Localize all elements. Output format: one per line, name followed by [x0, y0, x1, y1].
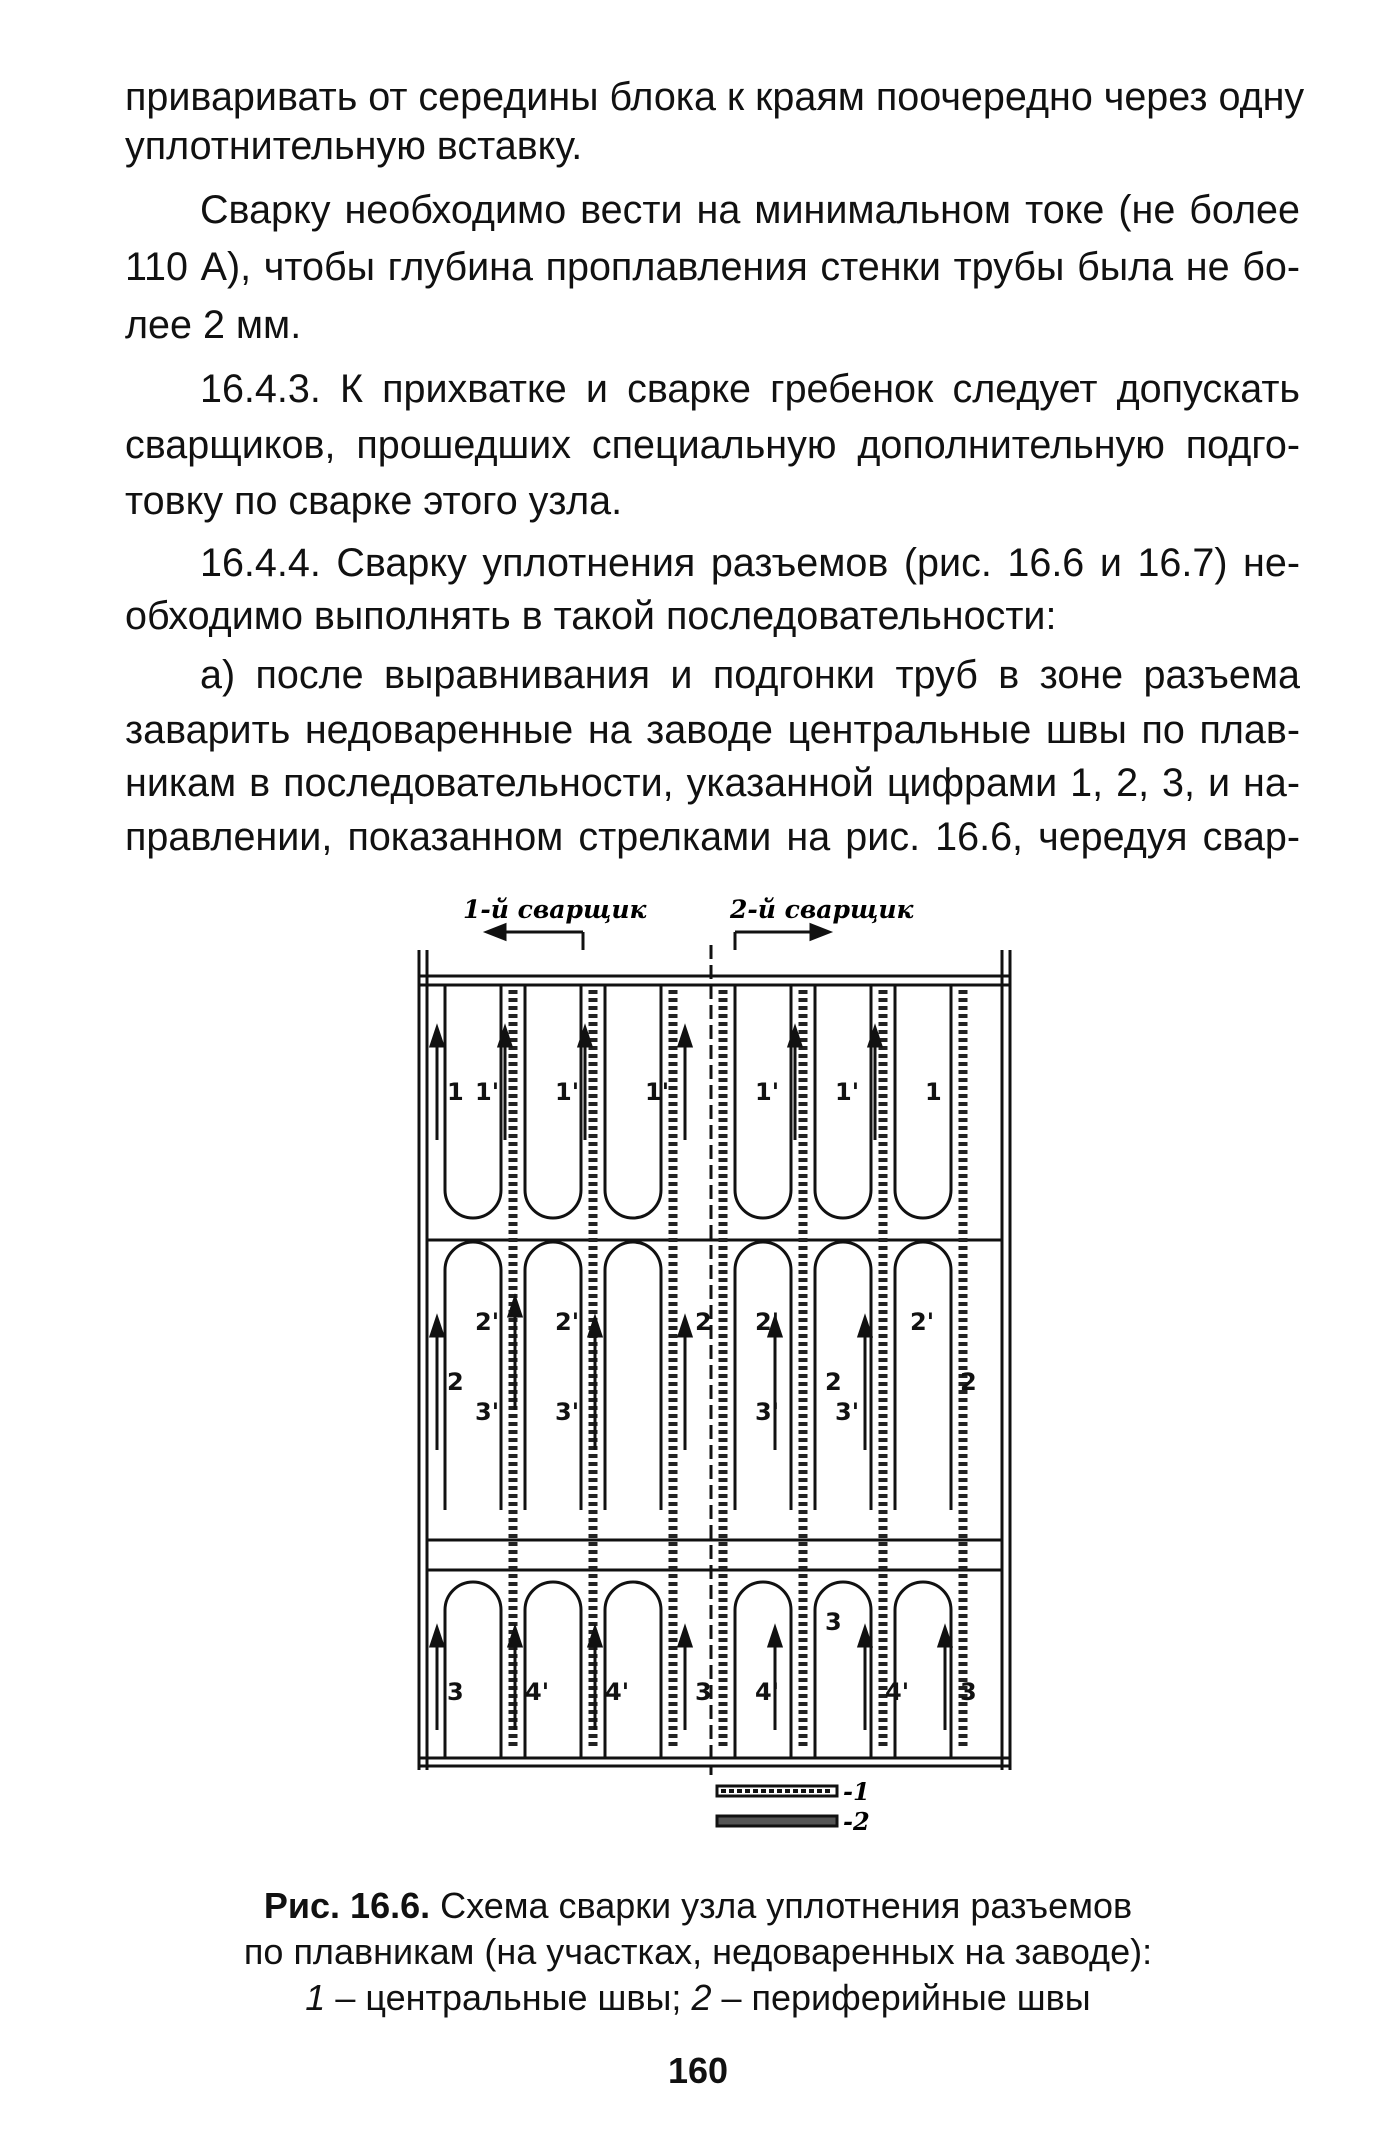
seq-label: 4'	[885, 1678, 910, 1706]
text-line: никам в последовательности, указанной цифрами 1, 2, 3, и на-	[125, 761, 1300, 805]
text-line: правлении, показанном стрелками на рис. 16.6, чередуя свар-	[125, 815, 1300, 859]
welder-1-label: 1-й сварщик	[463, 895, 647, 924]
legend-label-1: -1	[843, 1777, 870, 1806]
seq-label: 1'	[475, 1078, 500, 1106]
seq-label: 3	[960, 1678, 977, 1706]
caption-text: – периферийные швы	[711, 1977, 1091, 2018]
caption-text: – центральные швы;	[325, 1977, 692, 2018]
text-line: сварщиков, прошедших специальную дополнительную подго-	[125, 423, 1300, 467]
legend-label-2: -2	[843, 1807, 870, 1836]
seq-label: 3	[695, 1678, 712, 1706]
seq-label: 3'	[475, 1398, 500, 1426]
text-line: а) после выравнивания и подгонки труб в зоне разъема	[200, 653, 1300, 697]
text-line: 110 А), чтобы глубина проплавления стенки трубы была не бо-	[125, 245, 1300, 289]
seq-label: 3'	[755, 1398, 780, 1426]
seq-label: 1	[925, 1078, 942, 1106]
seq-label: 2	[695, 1308, 712, 1336]
text-line: уплотнительную вставку.	[125, 124, 583, 168]
welder-2-label: 2-й сварщик	[730, 895, 914, 924]
text-line: 16.4.3. К прихватке и сварке гребенок следует допускать	[200, 367, 1300, 411]
seq-label: 4'	[755, 1678, 780, 1706]
welding-scheme-figure	[405, 890, 1025, 1840]
text-line: приваривать от середины блока к краям поочередно через одну	[125, 75, 1305, 119]
text-line: заварить недоваренные на заводе центральные швы по плав-	[125, 708, 1300, 752]
text-line: Сварку необходимо вести на минимальном токе (не более	[200, 188, 1300, 232]
seq-label: 3	[825, 1608, 842, 1636]
seq-label: 2'	[555, 1308, 580, 1336]
seq-label: 3'	[835, 1398, 860, 1426]
seq-label: 4'	[605, 1678, 630, 1706]
caption-number: 1	[305, 1977, 326, 2018]
page-number: 160	[667, 2050, 729, 2091]
frame	[419, 945, 1010, 1775]
seq-label: 2	[960, 1368, 977, 1396]
caption-number: 2	[691, 1977, 712, 2018]
seq-label: 3'	[555, 1398, 580, 1426]
caption-text: Схема сварки узла уплотнения разъемов	[440, 1885, 1133, 1926]
seq-label: 1'	[755, 1078, 780, 1106]
seq-label: 2	[447, 1368, 464, 1396]
text-line: обходимо выполнять в такой последовательности:	[125, 594, 1057, 638]
text-line: 16.4.4. Сварку уплотнения разъемов (рис. 16.6 и 16.7) не-	[200, 541, 1300, 585]
legend	[717, 1777, 870, 1836]
seq-label: 2'	[910, 1308, 935, 1336]
figure-caption-line-2: по плавникам (на участках, недоваренных на заводе):	[243, 1931, 1153, 1972]
seq-label: 1	[447, 1078, 464, 1106]
text-line: лее 2 мм.	[125, 303, 302, 347]
seq-label: 1'	[835, 1078, 860, 1106]
figure-caption-line-1	[160, 1882, 1236, 1929]
text-line: товку по сварке этого узла.	[125, 479, 623, 523]
seq-label: 3	[447, 1678, 464, 1706]
seq-label: 2	[825, 1368, 842, 1396]
seq-label: 1'	[555, 1078, 580, 1106]
figure-number: Рис. 16.6.	[263, 1885, 431, 1926]
welder-direction-arrows	[487, 925, 829, 950]
seq-label: 1'	[645, 1078, 670, 1106]
seq-label: 4'	[525, 1678, 550, 1706]
figure-caption-line-3	[160, 1974, 1236, 2021]
seq-label: 2'	[755, 1308, 780, 1336]
seq-label: 2'	[475, 1308, 500, 1336]
